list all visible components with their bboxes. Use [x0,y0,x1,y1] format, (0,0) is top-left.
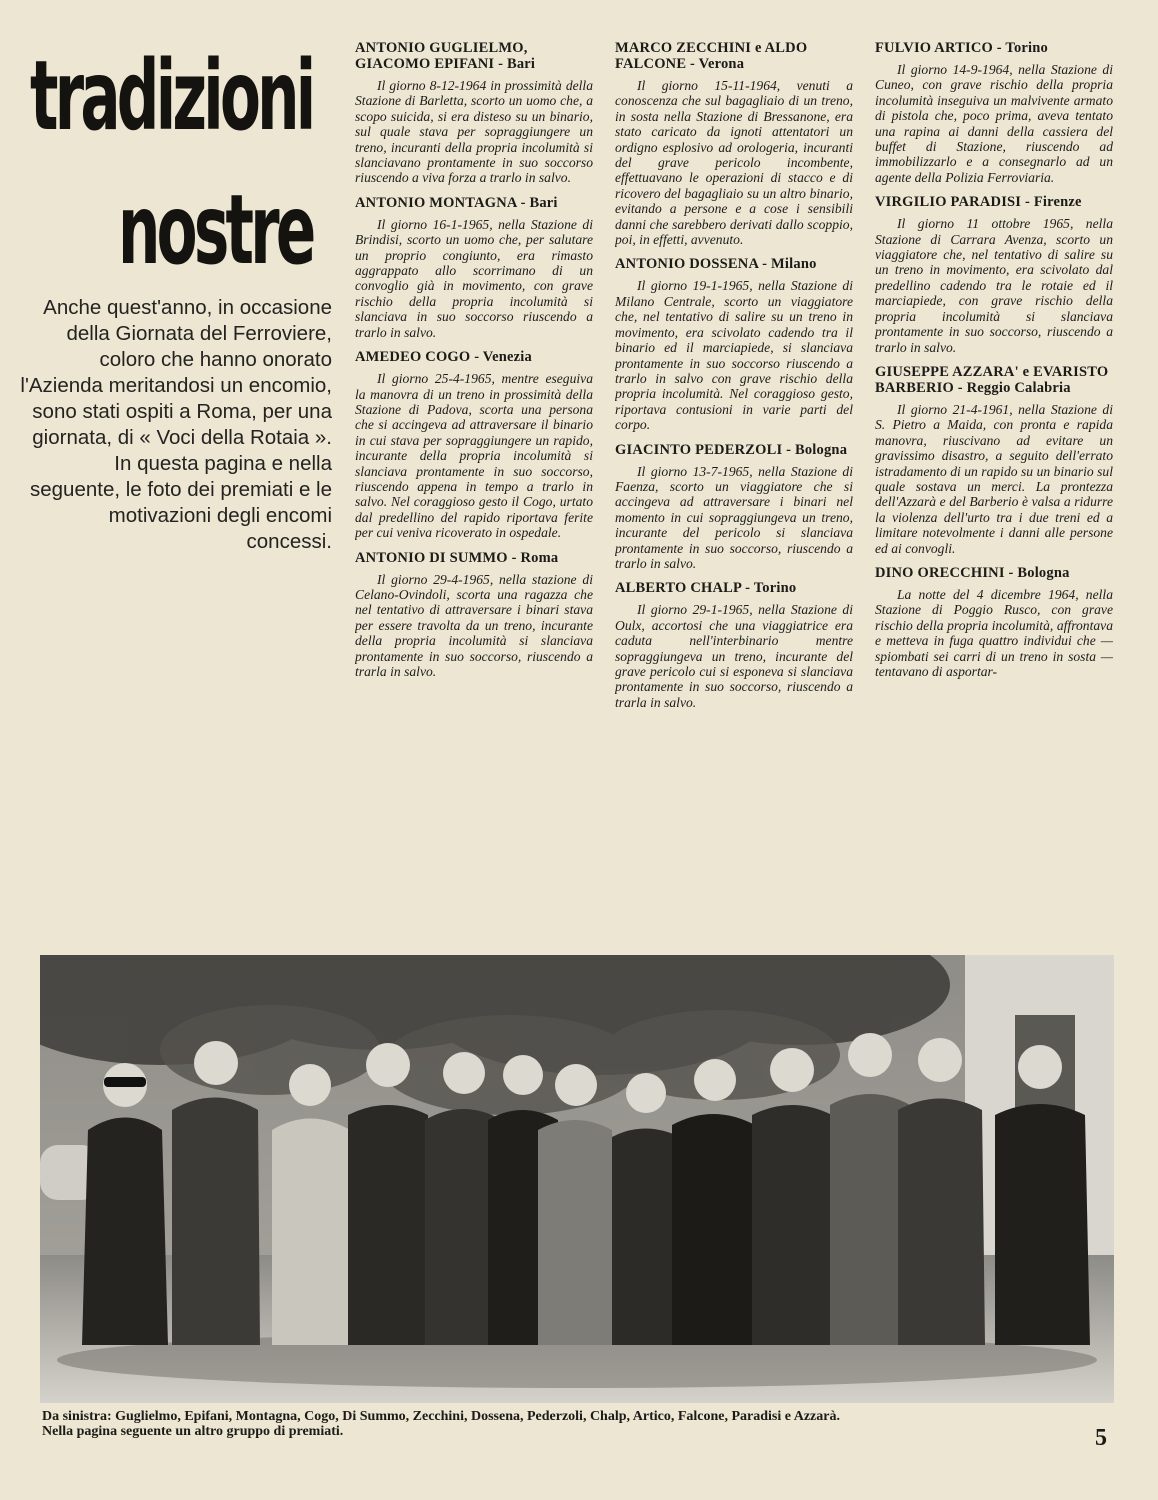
entry-name: FULVIO ARTICO - Torino [875,40,1048,56]
commendation-entry [355,349,593,540]
entry-name: ANTONIO MONTAGNA - Bari [355,194,558,211]
entry-name: ANTONIO DI SUMMO - Roma [355,549,559,566]
entry-name: GIUSEPPE AZZARA' e EVARISTO BARBERIO - Reggio Calabria [875,363,1109,396]
entry-text: Il giorno 8-12-1964 in prossimità della Stazione di Barletta, scorto un uomo che, a scopo suicida, si era disteso su un binario, sul quale stava per sopraggiungere un treno, incuranti della propria incolumità si slanciavano prontamente in suo soccorso riuscendo a viva forza a trarlo in salvo. [355,78,593,186]
entry-text: Il giorno 13-7-1965, nella Stazione di Faenza, scorto un viaggiatore che si accingeva ad attraversare i binari nel momento in cui sopraggiungeva un treno, incurante del pericolo si slanciava prontamente in suo soccorso, riuscendo a trarlo in salvo. [615,463,853,571]
entry-name: MARCO ZECCHINI e ALDO FALCONE - Verona [615,40,808,72]
entry-name: ANTONIO DOSSENA - Milano [615,256,817,273]
commendation-entry [875,364,1113,556]
entry-text: La notte del 4 dicembre 1964, nella Stazione di Poggio Rusco, con grave rischio della propria incolumità, affrontava e metteva in fuga quattro individui che — spiombati sei carri di un treno in sosta — tentavano di asportar- [875,586,1113,679]
commendation-entry [875,565,1113,679]
entry-text: Il giorno 29-1-1965, nella Stazione di Oulx, accortosi che una viaggiatrice era caduta nell'interbinario mentre sopraggiungeva un treno, incurante del grave pericolo cui si esponeva si slanciava prontamente in suo soccorso, riuscendo a trarla in salvo. [615,602,853,710]
article-column-3 [875,40,1113,940]
headline-line-2: nostre [118,174,313,286]
entry-text: Il giorno 21-4-1961, nella Stazione di S. Pietro a Maida, con pronta e rapida manovra, riuscivano ad evitare un gravissimo disastro, a seguito dell'errato istradamento di un rapido su un binario sul quale sostava un merci. La prontezza dell'Azzarà e del Barberio è valsa a ridurre la violenza dell'urto tra i due treni ed a limitare notevolmente i danni alle persone ed ai convogli. [875,401,1113,556]
entry-name: VIRGILIO PARADISI - Firenze [875,194,1082,211]
entry-text: Il giorno 11 ottobre 1965, nella Stazione di Carrara Avenza, scorto un viaggiatore che, nel tentativo di salire su un treno in movimento, era scivolato dal predellino cadendo tra le rotaie ed il marciapiede, con grave rischio della propria incolumità si slanciava prontamente in suo soccorso, riuscendo a trarlo in salvo. [875,216,1113,355]
commendation-entry [355,550,593,680]
entry-name: ALBERTO CHALP - Torino [615,580,797,597]
entry-text: Il giorno 16-1-1965, nella Stazione di Brindisi, scorto un uomo che, per salutare un proprio congiunto, era rimasto aggrappato allo scorrimano di un convoglio già in movimento, con grave rischio della propria incolumità si slanciava in suo soccorso riuscendo a trarlo in salvo. [355,216,593,340]
caption-line-2: Nella pagina seguente un altro gruppo di premiati. [42,1424,344,1439]
intro-paragraph: Anche quest'anno, in occasione della Giornata del Ferroviere, coloro che hanno onorato l'Azienda meritandosi un encomio, sono stati ospiti a Roma, per una giornata, di « Voci della Rotaia ». In questa pagina e nella seguente, le foto dei premiati e le motivazioni degli encomi concessi. [20,296,332,553]
commendation-entry [615,580,853,710]
entry-text: Il giorno 15-11-1964, venuti a conoscenza che sul bagagliaio di un treno, in sosta nella Stazione di Bressanone, era stato caricato da ignoti attentatori un ordigno esplosivo ad orologeria, incuranti del grave pericolo incombente, effettuavano le operazioni di stacco e di ricovero del bagagliaio su un altro binario, evitando a persone e a cose i sensibili danni che sarebbero derivati dallo scoppio, poi, in effetti, avvenuto. [615,78,853,248]
entry-name: ANTONIO GUGLIELMO, GIACOMO EPIFANI - Bari [355,40,536,72]
entry-text: Il giorno 29-4-1965, nella stazione di Celano-Ovindoli, scorta una ragazza che nel tentativo di attraversare i binari stava per essere travolta da un treno, incurante della propria incolumità si slanciava prontamente in suo soccorso, riuscendo a trarla in salvo. [355,571,593,679]
entry-name: GIACINTO PEDERZOLI - Bologna [615,441,848,458]
article-column-1 [355,40,593,940]
commendation-entry [615,442,853,572]
entry-text: Il giorno 14-9-1964, nella Stazione di Cuneo, con grave rischio della propria incolumità inseguiva un malvivente armato di pistola che, poco prima, aveva tentato una rapina ai danni della cassiera del buffet di Stazione, riuscendo ad immobilizzarlo e a consegnarlo ad un agente della Polizia Ferroviaria. [875,62,1113,185]
commendation-entry [355,195,593,340]
entry-text: Il giorno 19-1-1965, nella Stazione di Milano Centrale, scorto un viaggiatore che, nel tentativo di salire su un treno in movimento, era scivolato cadendo tra il binario ed il marciapiede, si slanciava prontamente in suo soccorso riuscendo a trarlo in salvo con grave rischio della propria incolumità. Nel coraggioso gesto, riportava contusioni in varie parti del corpo. [615,278,853,433]
page-number: 5 [1095,1425,1107,1451]
commendation-entry [615,40,853,247]
entry-name: AMEDEO COGO - Venezia [355,349,532,366]
commendation-entry [875,40,1113,185]
entry-text: Il giorno 25-4-1965, mentre eseguiva la manovra di un treno in prossimità della Stazione di Padova, scorta una persona che si accingeva ad attraversare il binario in cui stava per sopraggiungere un rapido, incurante della propria incolumità si slanciava prontamente in suo soccorso, riuscendo appena in tempo a trarlo in salvo. Nel coraggioso gesto il Cogo, urtato dal predellino del rapido riportava ferite per cui veniva ricoverato in ospedale. [355,371,593,541]
commendation-entry [355,40,593,186]
headline-line-1: tradizioni [30,40,313,152]
article-column-2 [615,40,853,940]
commendation-entry [875,194,1113,355]
caption-line-1: Da sinistra: Guglielmo, Epifani, Montagna, Cogo, Di Summo, Zecchini, Dossena, Pederzoli, Chalp, Artico, Falcone, Paradisi e Azzarà. [42,1409,840,1424]
entry-name: DINO ORECCHINI - Bologna [875,564,1070,581]
group-photo [40,955,1114,1403]
group-photo-illustration [40,955,1114,1403]
photo-caption [42,1409,1122,1439]
commendation-entry [615,256,853,432]
